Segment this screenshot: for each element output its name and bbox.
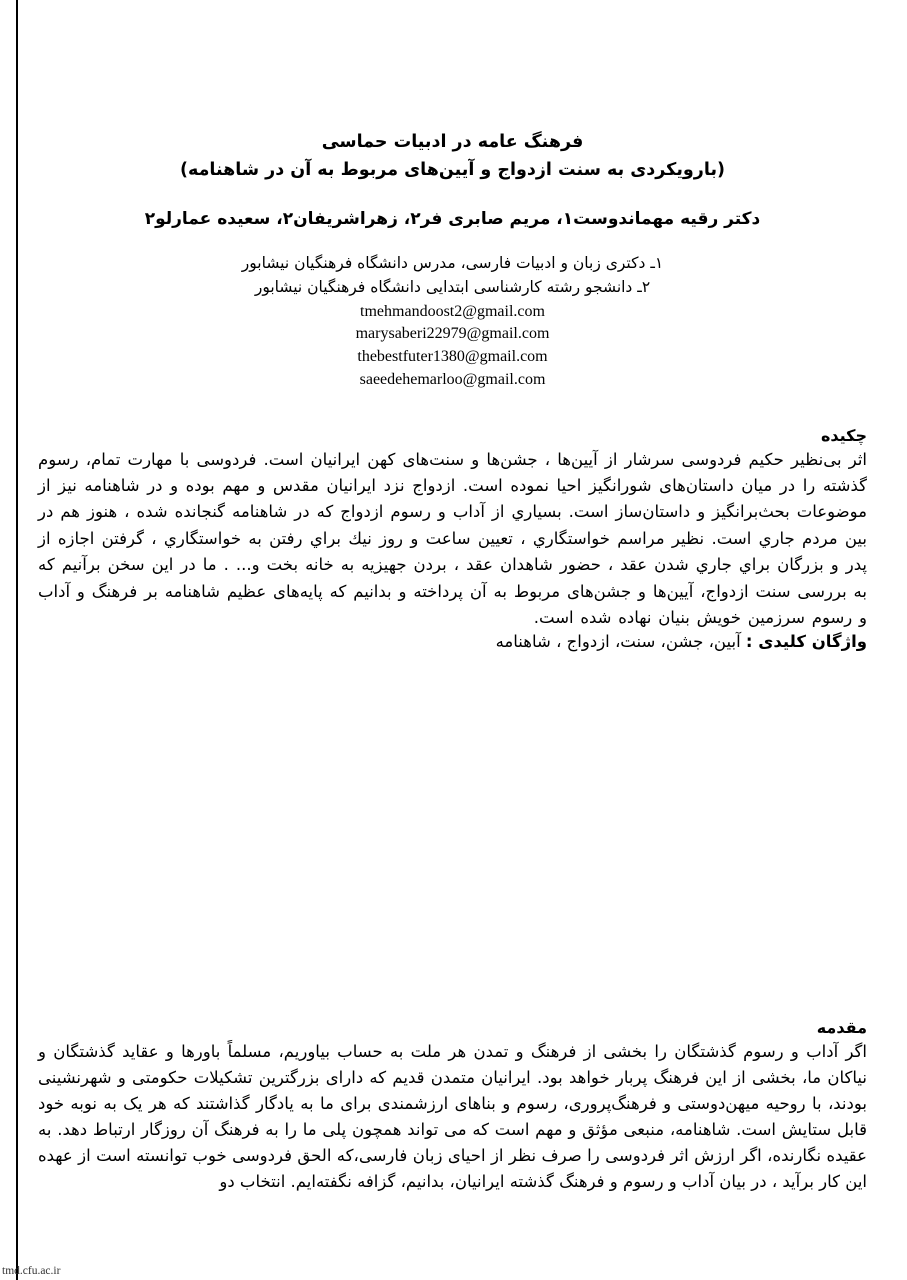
abstract-section bbox=[38, 426, 867, 652]
introduction-heading: مقدمه bbox=[816, 1018, 867, 1037]
affiliations bbox=[38, 251, 867, 299]
affiliation-2: ۲ـ دانشجو رشته کارشناسی ابتدایی دانشگاه فرهنگیان نیشابور bbox=[254, 277, 651, 296]
email-list bbox=[38, 301, 867, 392]
title-line-2: (بارویکردی به سنت ازدواج و آیین‌های مربوط به آن در شاهنامه) bbox=[179, 160, 726, 181]
paper-title bbox=[38, 128, 867, 185]
author-list: دکتر رقیه مهماندوست۱، مریم صابری فر۲، زهراشریفان۲، سعیده عمارلو۲ bbox=[144, 208, 761, 229]
paper-content bbox=[38, 0, 867, 651]
abstract-body: اثر بی‌نظیر حکیم فردوسی سرشار از آیین‌ها ، جشن‌ها و سنت‌های کهن ایرانیان است. فردوسی با مهارت تمام، رسوم گذشته را در میان داستان‌های شورانگیز احیا نموده است. ازدواج نزد ایرانیان مقدس و مهم بوده و در شاهنامه نیز از موضوعات بحث‌برانگیز و داستان‌ساز است. بسیاري از آداب و رسوم ازدواج که در شاهنامه گنجانده شده ، هنوز هم در بین مردم جاري است. نظیر مراسم خواستگاري ، تعیین ساعت و روز نیك براي رفتن به خواستگاري ، گرفتن اجازه از پدر و بزرگان براي جاري شدن عقد ، حضور شاهدان عقد ، بردن جهیزیه به خانه بخت و... . ما در این سخن برآنیم که به بررسی سنت ازدواج، آیین‌ها و جشن‌های مربوط به آن پرداخته و بدانیم که پایه‌های عظیم شاهنامه بر فرهنگ و آداب و رسوم سرزمین خویش بنیان نهاده شده است. bbox=[38, 449, 867, 627]
email-4: saeedehemarloo@gmail.com bbox=[359, 370, 546, 388]
email-2: marysaberi22979@gmail.com bbox=[355, 325, 550, 343]
affiliation-1: ۱ـ دکتری زبان و ادبیات فارسی، مدرس دانشگاه فرهنگیان نیشابور bbox=[241, 253, 664, 272]
email-3: thebestfuter1380@gmail.com bbox=[357, 348, 548, 366]
left-margin-rule bbox=[16, 0, 18, 1280]
keywords-label: واژگان کلیدی : bbox=[745, 632, 867, 652]
introduction-section bbox=[38, 1018, 867, 1195]
abstract-heading: چکیده bbox=[820, 425, 867, 445]
footer-url: tmd.cfu.ac.ir bbox=[2, 1265, 61, 1277]
email-1: tmehmandoost2@gmail.com bbox=[360, 302, 545, 320]
keywords-value: آبین، جشن، سنت، ازدواج ، شاهنامه bbox=[495, 632, 741, 652]
title-line-1: فرهنگ عامه در ادبیات حماسی bbox=[321, 132, 584, 152]
introduction-body: اگر آداب و رسوم گذشتگان را بخشی از فرهنگ و تمدن هر ملت به حساب بیاوریم، مسلماً باورها و عقاید گذشتگان و نیاکان ما، بخشی از این فرهنگ پربار خواهد بود. ایرانیان متمدن قدیم که دارای بزرگترین تشکیلات حکومتی و شهرنشینی بودند، با روحیه میهن‌دوستی و فرهنگ‌پروری، رسوم و بناهای ارزشمندی برای ما به یادگار گذاشتند که هر یک به نوبه خود قابل ستایش است. شاهنامه، منبعی مؤثق و مهم است که می تواند همچون پلی ما را به فرهنگ آن روزگار ارتباط دهد. به عقیده نگارنده، اگر ارزش اثر فردوسی را صرف نظر از احیای زبان فارسی،که الحق فردوسی خوب توانسته است از عهده این کار برآید ، در بیان آداب و رسوم و فرهنگ گذشته ایرانیان، بدانیم، گزافه نگفته‌ایم. انتخاب دو bbox=[38, 1042, 867, 1192]
keywords-line bbox=[38, 632, 867, 651]
